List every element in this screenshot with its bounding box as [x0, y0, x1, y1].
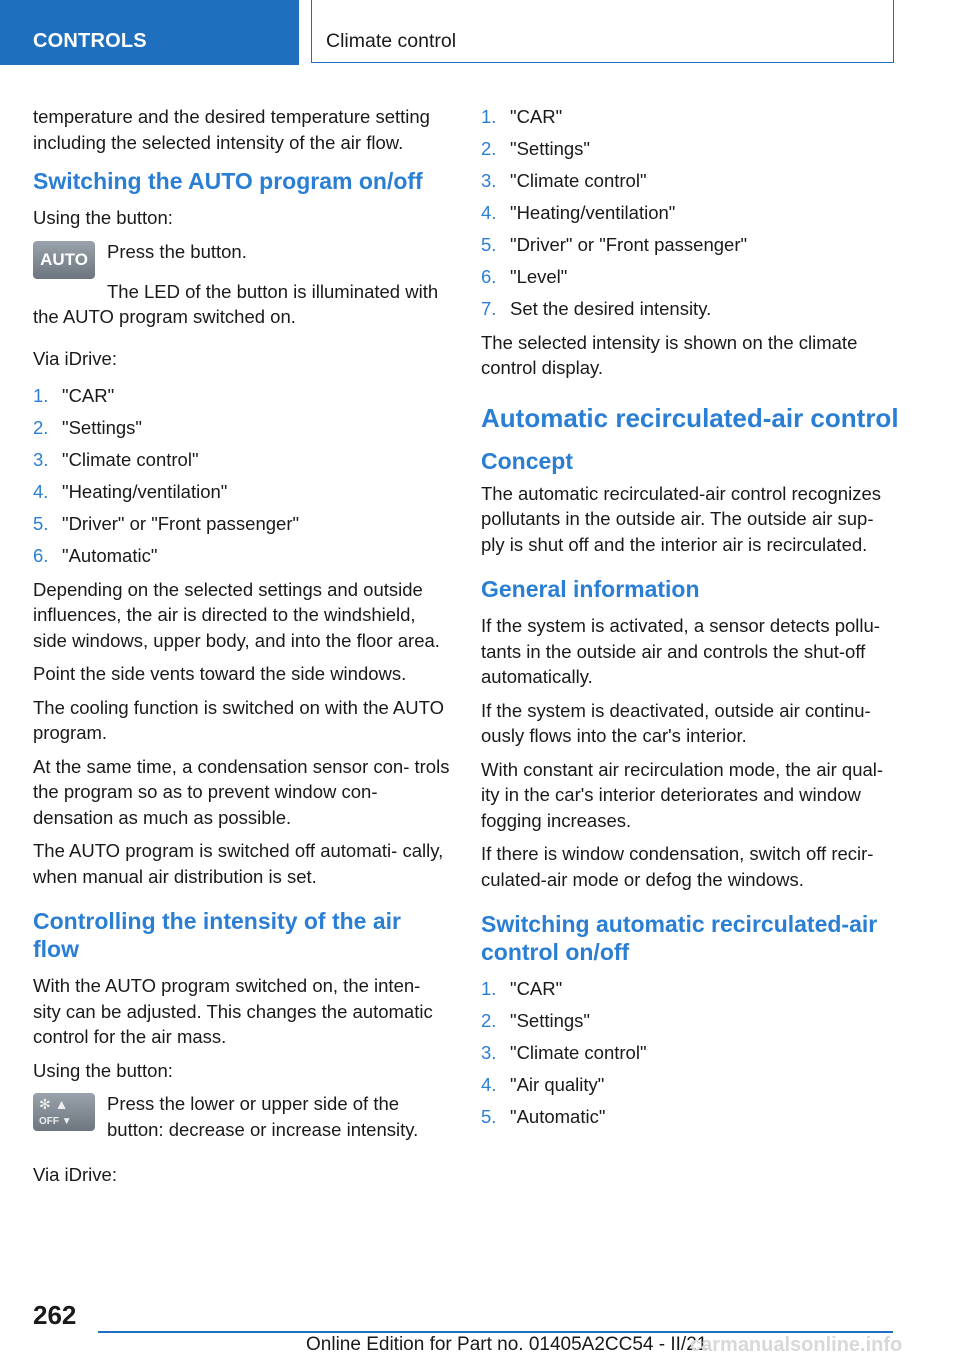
recirc-steps-list: [481, 976, 899, 1130]
cooling-paragraph: The cooling function is switched on with the AUTO program.: [33, 696, 444, 743]
concept-paragraph: The automatic recirculated-air control recognizes pollutants in the outside air. The outside air sup‐ ply is shut off and the interior air is recirculated.: [481, 482, 881, 555]
concept-heading: Concept: [481, 447, 573, 474]
fan-off-label: OFF: [39, 1116, 59, 1127]
list-item: 5. "Driver" or "Front passenger": [33, 513, 300, 534]
side-vents-paragraph: Point the side vents toward the side windows.: [33, 663, 407, 684]
general-heading: General information: [481, 576, 700, 602]
list-item: 1. "CAR": [481, 978, 563, 999]
via-idrive-text: Via iDrive:: [33, 347, 117, 369]
list-item: 3. "Climate control": [481, 170, 647, 191]
footer-divider: [98, 1331, 893, 1333]
list-item: 7. Set the desired intensity.: [481, 298, 712, 319]
page-number: 262: [33, 1300, 77, 1330]
list-item: 4. "Heating/ventilation": [33, 481, 228, 502]
intensity-press-text: Press the lower or upper side of the button: decrease or increase intensity.: [107, 1093, 419, 1140]
switch-recirc-heading: Switching automatic recirculated-air control on/off: [481, 911, 878, 965]
left-column: [33, 104, 451, 1196]
watermark: carmanualsonline.info: [690, 1334, 903, 1356]
intensity-paragraph: With the AUTO program switched on, the inten‐ sity can be adjusted. This changes the automatic control for the air mass.: [33, 975, 433, 1047]
intensity-heading: Controlling the intensity of the air flow: [33, 908, 401, 962]
list-item: 2. "Settings": [481, 138, 590, 159]
condensation-paragraph: At the same time, a condensation sensor con‐ trols the program so as to prevent window con‐ densation as much as possible.: [33, 755, 450, 828]
auto-button-label: AUTO: [40, 249, 88, 269]
fan-button-row: [33, 1091, 451, 1148]
list-item: 5. "Driver" or "Front passenger": [481, 234, 748, 255]
fan-button-icon: ✻ ▲ OFF ▼: [33, 1093, 95, 1131]
section-title: CONTROLS: [33, 30, 147, 52]
section-tab: [0, 0, 299, 65]
list-item: 3. "Climate control": [481, 1042, 647, 1063]
right-column: [481, 104, 899, 1138]
auto-press-text: Press the button.: [107, 240, 247, 262]
list-item: 3. "Climate control": [33, 449, 199, 470]
auto-led-text: The LED of the button is illuminated with the AUTO program switched on.: [33, 280, 439, 327]
level-paragraph: The selected intensity is shown on the climate control display.: [481, 331, 858, 378]
list-item: 1. "CAR": [33, 385, 115, 406]
list-item: 6. "Automatic": [33, 545, 158, 566]
list-item: 2. "Settings": [481, 1010, 590, 1031]
list-item: 4. "Heating/ventilation": [481, 202, 676, 223]
list-item: 6. "Level": [481, 266, 568, 287]
general-paragraph-4: If there is window condensation, switch off recir‐ culated-air mode or defog the windows.: [481, 843, 874, 890]
intensity-using-text: Using the button:: [33, 1059, 173, 1081]
auto-button-icon: [33, 241, 95, 279]
general-paragraph-1: If the system is activated, a sensor detects pollu‐ tants in the outside air and controls the shut-off automatically.: [481, 615, 880, 687]
auto-using-text: Using the button:: [33, 207, 173, 228]
general-paragraph-2: If the system is deactivated, outside air continu‐ ously flows into the car's interior.: [481, 699, 871, 746]
intro-paragraph: temperature and the desired temperature setting including the selected intensity of the air flow.: [33, 106, 430, 153]
auto-heading: Switching the AUTO program on/off: [33, 168, 423, 194]
via-idrive-text-2: Via iDrive:: [33, 1164, 117, 1185]
list-item: 2. "Settings": [33, 417, 142, 438]
auto-off-paragraph: The AUTO program is switched off automati‐ cally, when manual air distribution is set.: [33, 840, 444, 887]
auto-button-row: [33, 239, 451, 279]
fan-icon: ✻ ▲: [39, 1096, 69, 1112]
chapter-title: Climate control: [326, 30, 457, 52]
chapter-tab: [311, 0, 894, 63]
general-paragraph-3: With constant air recirculation mode, the air qual‐ ity in the car's interior deteriorates and window fogging increases.: [481, 758, 884, 831]
list-item: 4. "Air quality": [481, 1074, 605, 1095]
intensity-steps-list: [481, 104, 899, 322]
list-item: 5. "Automatic": [481, 1106, 606, 1127]
recirc-heading: Automatic recirculated-air control: [481, 402, 899, 433]
air-direction-paragraph: Depending on the selected settings and outside influences, the air is directed to the windshield, side windows, upper body, and into the floor area.: [33, 578, 440, 651]
edition-text: Online Edition for Part no. 01405A2CC54 - II/21: [306, 1334, 708, 1355]
auto-steps-list: [33, 383, 451, 569]
list-item: 1. "CAR": [481, 106, 563, 127]
